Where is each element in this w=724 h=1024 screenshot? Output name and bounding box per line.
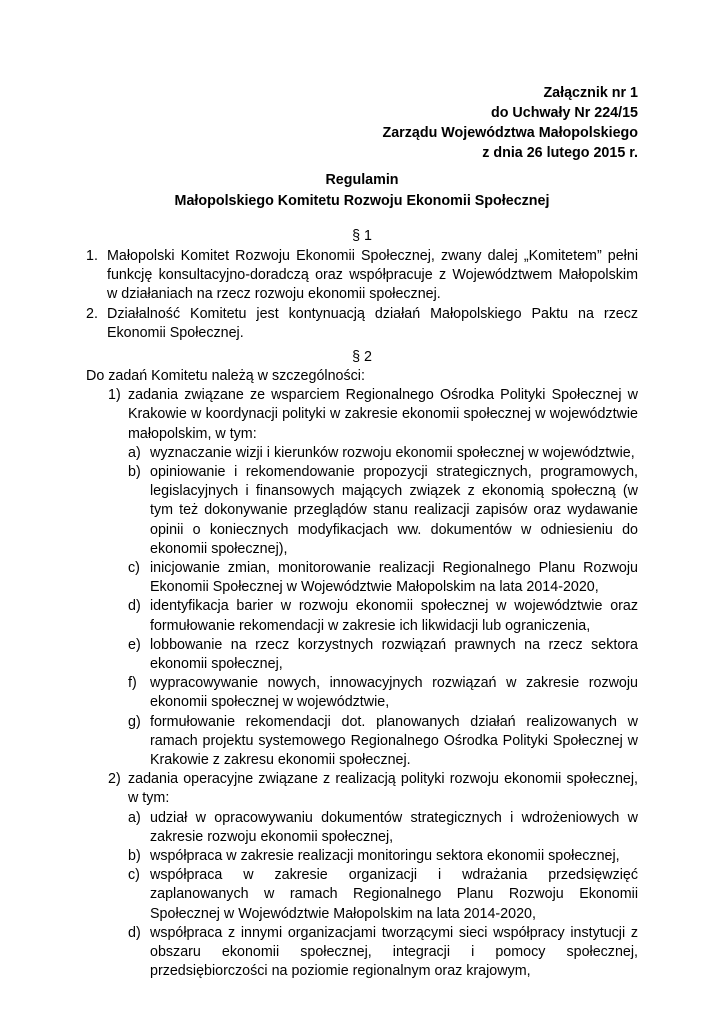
section-2-body	[86, 367, 638, 982]
resolution-number: do Uchwały Nr 224/15	[490, 105, 638, 121]
task-item: b) opiniowanie i rekomendowanie propozycji strategicznych, programowych, legislacyjnych i finansowych mających związek z ekonomią społeczną (w tym też dokonywanie przeglądów stanu realizacji zapisów oraz wydawanie opinii o koniecznych modyfikacjach ww. dokumentów w odniesieniu do ekonomii społecznej),	[128, 464, 638, 557]
issuing-body: Zarządu Województwa Małopolskiego	[382, 125, 638, 141]
section-1-item: 1. Małopolski Komitet Rozwoju Ekonomii Społecznej, zwany dalej „Komitetem” pełni funkcję konsultacyjno-doradczą oraz współpracuje z Województwem Małopolskim w działaniach na rzecz rozwoju ekonomii społecznej.	[86, 248, 638, 303]
task-item: e) lobbowanie na rzecz korzystnych rozwiązań prawnych na rzecz sektora ekonomii społecznej,	[128, 636, 638, 673]
task-item: f) wypracowywanie nowych, innowacyjnych rozwiązań w zakresie rozwoju ekonomii społecznej w województwie,	[128, 675, 638, 711]
task-item: d) współpraca z innymi organizacjami tworzącymi sieci współpracy instytucji z obszaru ekonomii społecznej, integracji i pomocy społecznej, przedsiębiorczości na poziomie regionalnym oraz krajowym,	[128, 924, 638, 980]
title-line-2: Małopolskiego Komitetu Rozwoju Ekonomii Społecznej	[174, 193, 550, 209]
task-group: 1) zadania związane ze wsparciem Regionalnego Ośrodka Polityki Społecznej w Krakowie w koordynacji polityki w zakresie ekonomii społecznej w województwie małopolskim, w tym:	[108, 387, 638, 442]
task-item: d) identyfikacja barier w rozwoju ekonomii społecznej w województwie oraz formułowanie rekomendacji w zakresie ich likwidacji lub ograniczenia,	[128, 598, 638, 634]
task-item: g) formułowanie rekomendacji dot. planowanych działań realizowanych w ramach projektu systemowego Regionalnego Ośrodka Polityki Społecznej w Krakowie z zakresu ekonomii społecznej.	[128, 713, 638, 769]
attachment-header	[238, 83, 638, 163]
task-item: a) udział w opracowywaniu dokumentów strategicznych i wdrożeniowych w zakresie rozwoju ekonomii społecznej,	[128, 809, 638, 845]
task-group: 2) zadania operacyjne związane z realizacją polityki rozwoju ekonomii społecznej, w tym:	[108, 771, 638, 807]
section-1-list	[86, 247, 638, 343]
task-item: c) inicjowanie zmian, monitorowanie realizacji Regionalnego Planu Rozwoju Ekonomii Społecznej w Województwie Małopolskim na lata 2014-2020,	[128, 560, 638, 596]
task-item: c) współpraca w zakresie organizacji i wdrażania przedsięwzięć zaplanowanych w ramach Regionalnego Planu Rozwoju Ekonomii Społecznej w Województwie Małopolskim na lata 2014-2020,	[128, 867, 638, 922]
document-title	[86, 170, 638, 212]
resolution-date: z dnia 26 lutego 2015 r.	[482, 145, 638, 161]
section-2-heading: § 2	[352, 349, 372, 365]
section-1-heading: § 1	[352, 228, 372, 244]
task-item: b) współpraca w zakresie realizacji monitoringu sektora ekonomii społecznej,	[128, 848, 620, 865]
attachment-number: Załącznik nr 1	[543, 85, 638, 101]
section-2-intro: Do zadań Komitetu należą w szczególności:	[86, 368, 365, 384]
title-line-1: Regulamin	[325, 172, 399, 188]
task-item: a) wyznaczanie wizji i kierunków rozwoju ekonomii społecznej w województwie,	[128, 444, 635, 461]
section-1-item: 2. Działalność Komitetu jest kontynuacją działań Małopolskiego Paktu na rzecz Ekonomii Społecznej.	[86, 305, 638, 341]
